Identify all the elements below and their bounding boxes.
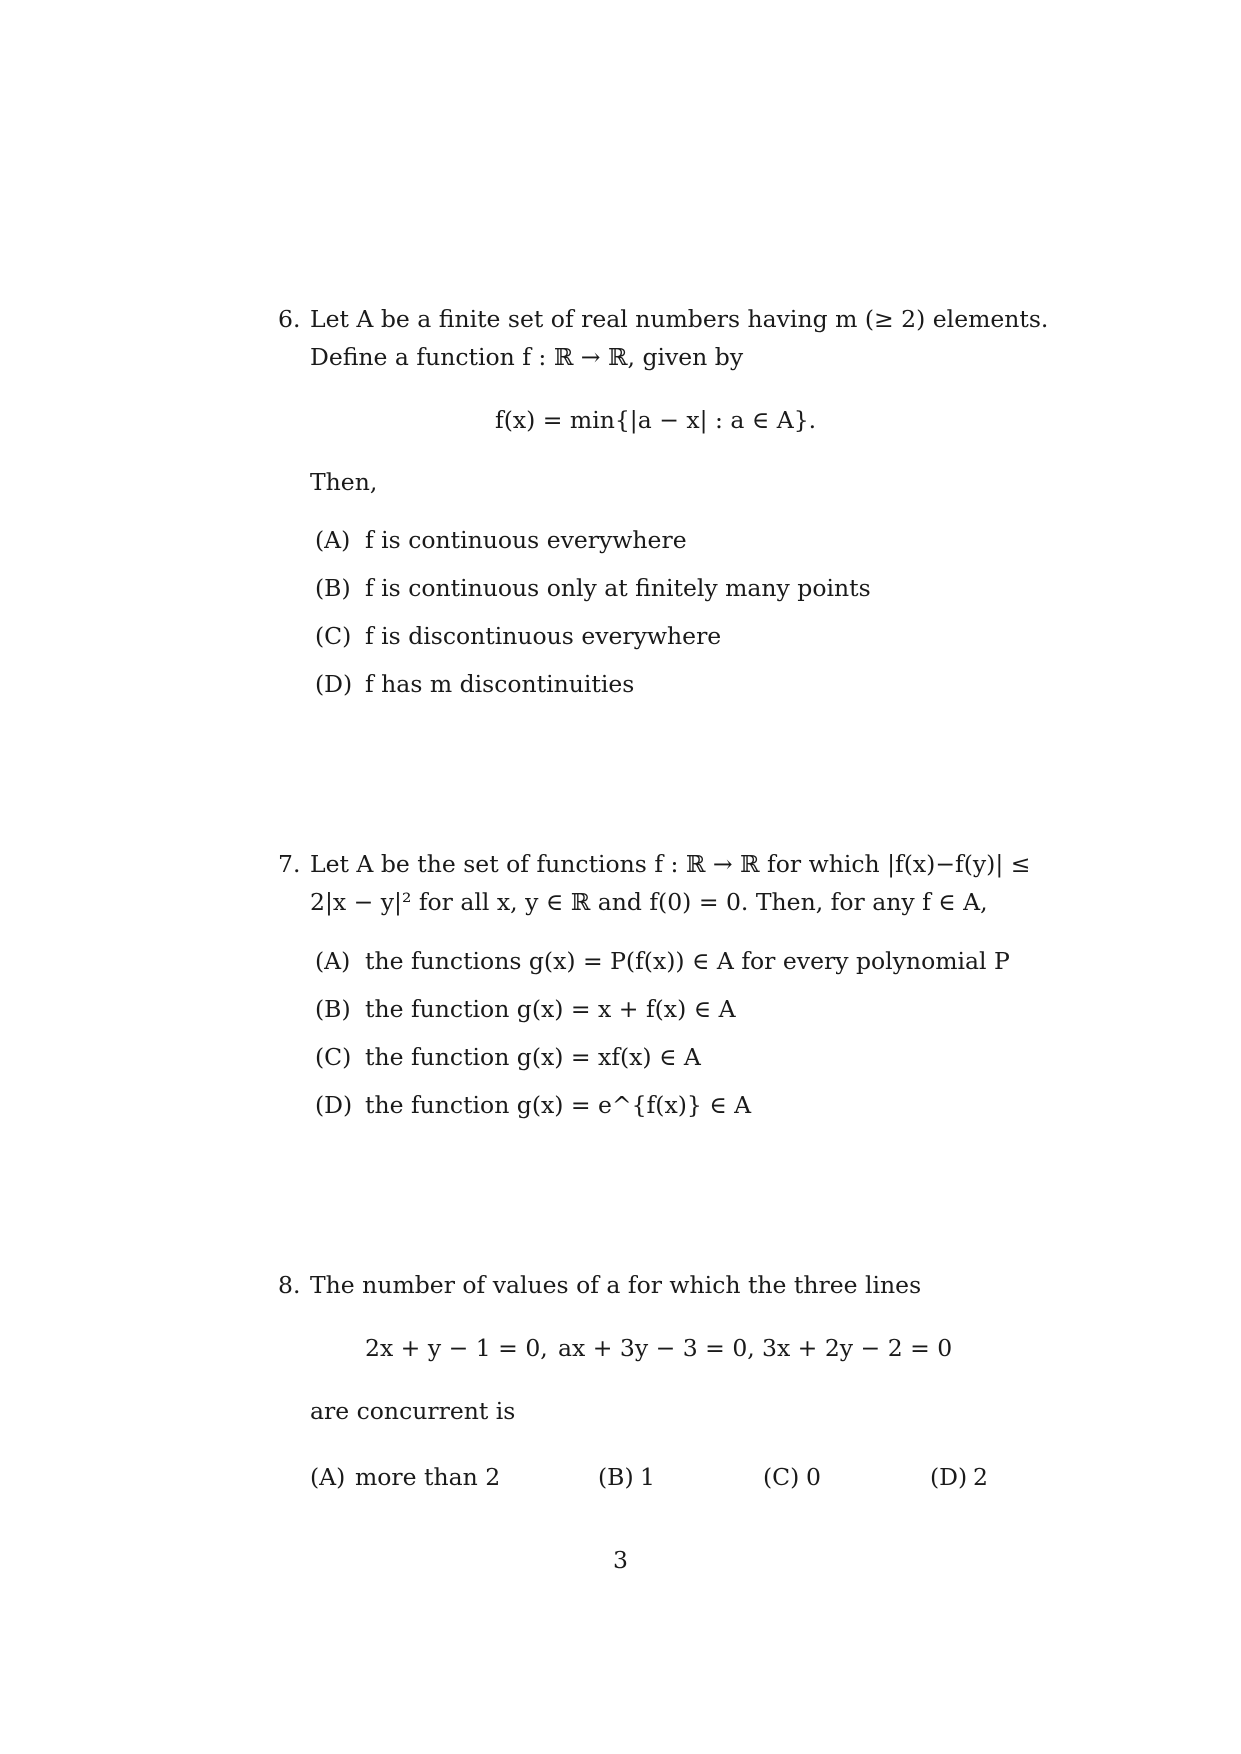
- option-text: 0: [806, 1463, 821, 1491]
- question-text-line: Let A be the set of functions f : ℝ → ℝ for which |f(x)−f(y)| ≤: [310, 850, 1031, 878]
- option-label: (D): [315, 1091, 353, 1119]
- option-text: f has m discontinuities: [365, 670, 635, 698]
- option-label: (A): [315, 947, 351, 975]
- option-label: (C): [763, 1463, 800, 1491]
- option-label: (D): [315, 670, 353, 698]
- option-text: 1: [640, 1463, 655, 1491]
- equation: 3x + 2y − 2 = 0: [762, 1334, 953, 1362]
- question-text-line: The number of values of a for which the three lines: [310, 1271, 922, 1299]
- option-label: (B): [598, 1463, 634, 1491]
- question-text-line: Then,: [310, 468, 378, 496]
- question-text-line: 2|x − y|² for all x, y ∈ ℝ and f(0) = 0. Then, for any f ∈ A,: [310, 888, 988, 916]
- option-text: 2: [973, 1463, 988, 1491]
- question-number: 6.: [278, 305, 301, 333]
- option-text: the functions g(x) = P(f(x)) ∈ A for every polynomial P: [365, 947, 1010, 975]
- option-label: (D): [930, 1463, 968, 1491]
- page-number: 3: [613, 1546, 628, 1574]
- option-label: (A): [315, 526, 351, 554]
- option-label: (A): [310, 1463, 346, 1491]
- equation: 2x + y − 1 = 0,: [365, 1334, 548, 1362]
- equation: ax + 3y − 3 = 0,: [558, 1334, 755, 1362]
- option-text: the function g(x) = e^{f(x)} ∈ A: [365, 1091, 752, 1119]
- option-text: f is discontinuous everywhere: [365, 622, 722, 650]
- option-text: the function g(x) = x + f(x) ∈ A: [365, 995, 736, 1023]
- question-number: 7.: [278, 850, 301, 878]
- option-label: (B): [315, 574, 351, 602]
- option-label: (B): [315, 995, 351, 1023]
- option-label: (C): [315, 622, 352, 650]
- option-label: (C): [315, 1043, 352, 1071]
- question-number: 8.: [278, 1271, 301, 1299]
- option-text: f is continuous everywhere: [365, 526, 687, 554]
- display-formula: f(x) = min{|a − x| : a ∈ A}.: [495, 406, 817, 434]
- option-text: the function g(x) = xf(x) ∈ A: [365, 1043, 701, 1071]
- option-text: f is continuous only at finitely many points: [365, 574, 871, 602]
- question-text-line: are concurrent is: [310, 1397, 516, 1425]
- question-text-line: Let A be a finite set of real numbers having m (≥ 2) elements.: [310, 305, 1049, 333]
- option-text: more than 2: [355, 1463, 501, 1491]
- question-text-line: Define a function f : ℝ → ℝ, given by: [310, 343, 744, 371]
